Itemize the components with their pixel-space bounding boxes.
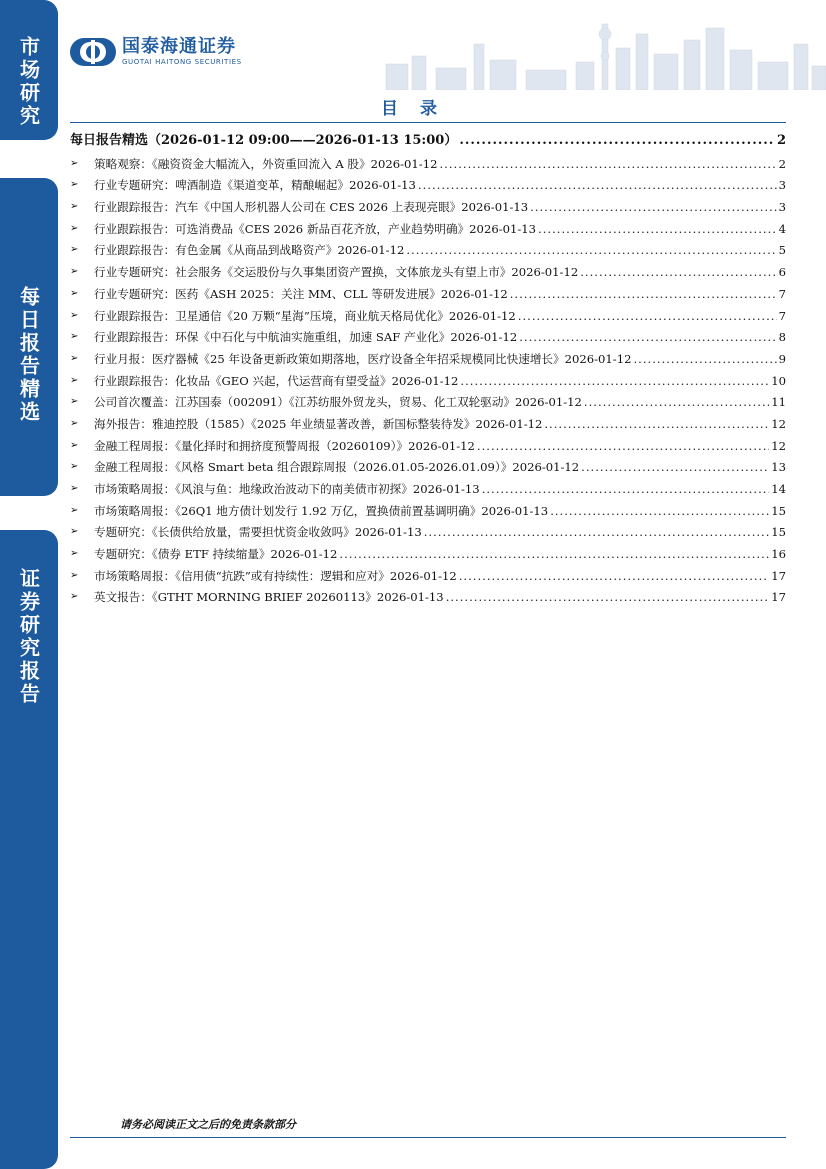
arrow-bullet-icon: ➢ bbox=[70, 201, 79, 213]
footer-divider bbox=[70, 1137, 786, 1138]
sidebar bbox=[0, 0, 58, 1169]
toc-entry-page: 12 bbox=[771, 416, 786, 431]
toc-entry[interactable] bbox=[70, 149, 786, 171]
toc-entry-text: 专题研究：《债券 ETF 持续缩量》2026-01-12 bbox=[94, 547, 338, 562]
arrow-bullet-icon: ➢ bbox=[70, 504, 79, 516]
toc-entry-text: 策略观察：《融资资金大幅流入，外资重回流入 A 股》2026-01-12 bbox=[94, 156, 438, 171]
header-divider bbox=[70, 122, 786, 123]
toc-entry-page: 4 bbox=[778, 221, 786, 236]
toc-entry-text: 公司首次覆盖：江苏国泰（002091）《江苏纺服外贸龙头，贸易、化工双轮驱动》2026-01-12 bbox=[94, 395, 582, 410]
toc-entry-text: 英文报告：《GTHT MORNING BRIEF 20260113》2026-01-13 bbox=[94, 590, 444, 605]
city-skyline-decoration bbox=[366, 4, 826, 90]
toc-dot-leader bbox=[459, 133, 775, 148]
arrow-bullet-icon: ➢ bbox=[70, 396, 79, 408]
sidebar-tab-market-research bbox=[0, 0, 58, 140]
arrow-bullet-icon: ➢ bbox=[70, 569, 79, 581]
toc-dot-leader bbox=[460, 374, 769, 388]
toc-dot-leader bbox=[519, 330, 776, 344]
toc-dot-leader bbox=[544, 417, 769, 431]
toc-dot-leader bbox=[538, 222, 777, 236]
toc-entry-text: 行业跟踪报告：化妆品《GEO 兴起，代运营商有望受益》2026-01-12 bbox=[94, 373, 459, 388]
toc-entry[interactable] bbox=[70, 583, 786, 605]
toc-entry-text: 行业跟踪报告：环保《中石化与中航油实施重组，加速 SAF 产业化》2026-01-12 bbox=[94, 330, 518, 345]
toc-entry-text: 行业跟踪报告：可选消费品《CES 2026 新品百花齐放，产业趋势明确》2026-01-13 bbox=[94, 221, 537, 236]
toc-entry-page: 15 bbox=[771, 503, 786, 518]
toc-entry[interactable] bbox=[70, 214, 786, 236]
toc-entry-text: 专题研究：《长债供给放量，需要担忧资金收敛吗》2026-01-13 bbox=[94, 525, 422, 540]
toc-dot-leader bbox=[424, 525, 770, 539]
sidebar-tab-label: 证券研究报告 bbox=[16, 568, 41, 706]
toc-dot-leader bbox=[633, 352, 776, 366]
toc-entry[interactable] bbox=[70, 236, 786, 258]
arrow-bullet-icon: ➢ bbox=[70, 439, 79, 451]
sidebar-tab-label: 每日报告精选 bbox=[16, 286, 41, 424]
arrow-bullet-icon: ➢ bbox=[70, 179, 79, 191]
toc-entry[interactable] bbox=[70, 344, 786, 366]
toc-list bbox=[70, 149, 786, 604]
toc-entry[interactable] bbox=[70, 453, 786, 475]
toc-entry-page: 14 bbox=[771, 482, 786, 496]
toc-entry[interactable] bbox=[70, 496, 786, 518]
arrow-bullet-icon: ➢ bbox=[70, 352, 79, 364]
toc-entry-text: 海外报告：雅迪控股（1585）《2025 年业绩显著改善，新国标整装待发》2026-01-12 bbox=[94, 416, 543, 431]
toc-entry-text: 行业跟踪报告：汽车《中国人形机器人公司在 CES 2026 上表现亮眼》2026-01-13 bbox=[94, 200, 529, 215]
toc-dot-leader bbox=[439, 157, 776, 171]
toc-entry-page: 8 bbox=[778, 330, 786, 345]
disclaimer-note: 请务必阅读正文之后的免责条款部分 bbox=[120, 1118, 296, 1131]
arrow-bullet-icon: ➢ bbox=[70, 222, 79, 234]
toc-heading-page: 2 bbox=[776, 133, 786, 148]
toc-entry-page: 15 bbox=[771, 525, 786, 540]
sidebar-tab-securities-research bbox=[0, 530, 58, 1169]
toc-entry-text: 行业月报：医疗器械《25 年设备更新政策如期落地，医疗设备全年招采规模同比快速增长》2026-01-12 bbox=[94, 351, 632, 366]
arrow-bullet-icon: ➢ bbox=[70, 266, 79, 278]
toc-entry-text: 金融工程周报：《风格 Smart beta 组合跟踪周报（2026.01.05-2026.01.09）》2026-01-12 bbox=[94, 460, 580, 475]
toc-entry-page: 17 bbox=[771, 568, 786, 583]
brand-name-en: GUOTAI HAITONG SECURITIES bbox=[122, 58, 242, 66]
arrow-bullet-icon: ➢ bbox=[70, 591, 79, 603]
toc-entry-text: 金融工程周报：《量化择时和拥挤度预警周报（20260109）》2026-01-12 bbox=[94, 438, 475, 453]
arrow-bullet-icon: ➢ bbox=[70, 417, 79, 429]
toc-title: 目 录 bbox=[381, 99, 445, 119]
arrow-bullet-icon: ➢ bbox=[70, 157, 79, 169]
toc-entry-text: 行业专题研究：医药《ASH 2025：关注 MM、CLL 等研发进展》2026-01-12 bbox=[94, 286, 508, 301]
toc-entry-page: 17 bbox=[771, 590, 786, 605]
toc-entry-page: 3 bbox=[778, 200, 786, 215]
toc-entry-page: 3 bbox=[778, 178, 786, 193]
toc-dot-leader bbox=[418, 178, 777, 192]
toc-entry[interactable] bbox=[70, 474, 786, 496]
arrow-bullet-icon: ➢ bbox=[70, 374, 79, 386]
toc-entry-page: 6 bbox=[778, 265, 786, 280]
toc-entry-text: 行业跟踪报告：有色金属《从商品到战略资产》2026-01-12 bbox=[94, 243, 405, 258]
brand-logo bbox=[70, 37, 242, 67]
toc-dot-leader bbox=[477, 439, 769, 453]
arrow-bullet-icon: ➢ bbox=[70, 331, 79, 343]
toc-entry[interactable] bbox=[70, 431, 786, 453]
arrow-bullet-icon: ➢ bbox=[70, 548, 79, 560]
toc-dot-leader bbox=[518, 309, 777, 323]
toc-dot-leader bbox=[584, 395, 769, 409]
toc-entry-page: 7 bbox=[778, 286, 786, 301]
toc-entry-page: 16 bbox=[771, 547, 786, 562]
toc-entry-text: 行业专题研究：啤酒制造《渠道变革，精酿崛起》2026-01-13 bbox=[94, 178, 416, 193]
toc-heading[interactable] bbox=[70, 128, 786, 148]
toc-entry[interactable] bbox=[70, 279, 786, 301]
toc-dot-leader bbox=[550, 504, 769, 518]
toc-dot-leader bbox=[446, 590, 770, 604]
toc-heading-text: 每日报告精选（2026-01-12 09:00——2026-01-13 15:00） bbox=[70, 133, 458, 148]
toc-entry-page: 9 bbox=[778, 351, 786, 366]
sidebar-tab-daily-picks bbox=[0, 178, 58, 496]
toc-dot-leader bbox=[530, 200, 776, 214]
arrow-bullet-icon: ➢ bbox=[70, 483, 79, 494]
toc-entry[interactable] bbox=[70, 192, 786, 214]
toc-entry-text: 行业跟踪报告：卫星通信《20 万颗“星海”压境，商业航天格局优化》2026-01-12 bbox=[94, 308, 516, 323]
toc-entry-page: 5 bbox=[778, 243, 786, 258]
toc-entry-text: 行业专题研究：社会服务《交运股份与久事集团资产置换，文体旅龙头有望上市》2026-01-12 bbox=[94, 265, 579, 280]
toc-entry-page: 12 bbox=[771, 438, 786, 453]
brand-name-cn: 国泰海通证券 bbox=[122, 36, 236, 57]
toc-dot-leader bbox=[459, 569, 769, 583]
arrow-bullet-icon: ➢ bbox=[70, 244, 79, 256]
toc-entry-page: 2 bbox=[778, 156, 786, 171]
toc-entry-page: 11 bbox=[771, 395, 786, 410]
toc-dot-leader bbox=[482, 482, 770, 496]
toc-entry[interactable] bbox=[70, 301, 786, 323]
toc-entry-text: 市场策略周报：《风浪与鱼：地缘政治波动下的南美债市初探》2026-01-13 bbox=[94, 482, 480, 496]
logo-mark-icon bbox=[70, 38, 116, 66]
toc-dot-leader bbox=[580, 265, 776, 279]
arrow-bullet-icon: ➢ bbox=[70, 526, 79, 538]
toc-entry-page: 10 bbox=[771, 373, 786, 388]
toc-dot-leader bbox=[406, 243, 776, 257]
arrow-bullet-icon: ➢ bbox=[70, 461, 79, 473]
toc-dot-leader bbox=[510, 287, 777, 301]
toc-entry[interactable] bbox=[70, 171, 786, 193]
toc-entry[interactable] bbox=[70, 257, 786, 279]
sidebar-tab-label: 市场研究 bbox=[16, 36, 41, 128]
toc-entry[interactable] bbox=[70, 388, 786, 410]
toc-entry[interactable] bbox=[70, 518, 786, 540]
toc-entry[interactable] bbox=[70, 409, 786, 431]
toc-entry-text: 市场策略周报：《信用债“抗跌”或有持续性：逻辑和应对》2026-01-12 bbox=[94, 568, 457, 583]
toc-entry-text: 市场策略周报：《26Q1 地方债计划发行 1.92 万亿，置换债前置基调明确》2026-01-13 bbox=[94, 503, 549, 518]
toc-dot-leader bbox=[339, 547, 769, 561]
toc-entry[interactable] bbox=[70, 561, 786, 583]
toc-dot-leader bbox=[581, 460, 769, 474]
toc-entry-page: 13 bbox=[771, 460, 786, 475]
toc-entry[interactable] bbox=[70, 539, 786, 561]
toc-entry[interactable] bbox=[70, 366, 786, 388]
toc-entry[interactable] bbox=[70, 323, 786, 345]
arrow-bullet-icon: ➢ bbox=[70, 287, 79, 299]
arrow-bullet-icon: ➢ bbox=[70, 309, 79, 321]
toc-entry-page: 7 bbox=[778, 308, 786, 323]
